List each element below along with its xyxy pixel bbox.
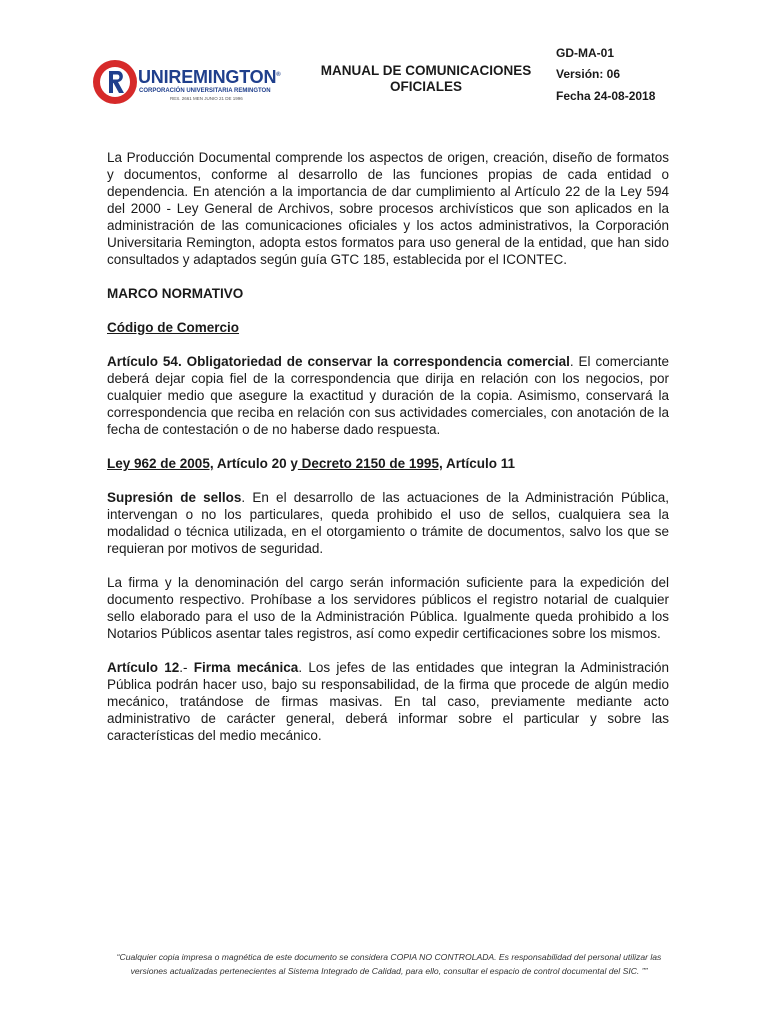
articulo-20-reference: Artículo 20 y: [213, 456, 298, 471]
logo-name: UNIREMINGTON®: [138, 67, 281, 87]
document-version: Versión: 06: [556, 67, 621, 81]
document-body: [107, 149, 669, 744]
articulo-12-title: Firma mecánica: [193, 660, 299, 675]
ley-962-reference: Ley 962 de 2005,: [107, 456, 214, 471]
firma-denominacion-paragraph: La firma y la denominación del cargo serán información suficiente para la expedición del documento respectivo. Prohíbase a los servidores públicos el registro notarial de cualquier sello elaborado para el uso de la Administración Pública. Igualmente queda prohibido a los Notarios Públicos asentar tales registros, así como expedir certificaciones sobre los mismos.: [107, 575, 669, 641]
articulo-54-paragraph: [107, 353, 669, 438]
ley-decreto-heading: [107, 455, 669, 472]
articulo-12-paragraph: [107, 659, 669, 744]
articulo-12-label: Artículo 12: [107, 660, 180, 675]
articulo-54-title: Artículo 54. Obligatoriedad de conservar la correspondencia comercial: [107, 354, 570, 369]
document-date: Fecha 24-08-2018: [556, 89, 656, 103]
uniremington-logo: [92, 57, 292, 107]
articulo-11-reference: Artículo 11: [442, 456, 515, 471]
supresion-sellos-title: Supresión de sellos: [107, 490, 242, 505]
marco-normativo-heading: MARCO NORMATIVO: [107, 286, 244, 301]
document-title: MANUAL DE COMUNICACIONES OFICIALES: [320, 63, 532, 94]
supresion-sellos-text: . En el desarrollo de las actuaciones de la Administración Pública, intervengan o no los particulares, queda prohibido el uso de sellos, cualquiera sea la modalidad o técnica utilizada, en el otorgamiento o trámite de documentos, salvo los que se requieran por motivos de seguridad.: [107, 490, 669, 556]
document-code: GD-MA-01: [556, 46, 615, 60]
supresion-sellos-paragraph: [107, 489, 669, 557]
decreto-2150-reference: Decreto 2150 de 1995,: [297, 456, 443, 471]
codigo-comercio-heading: Código de Comercio: [107, 320, 240, 335]
articulo-54-text: . El comerciante deberá dejar copia fiel de la correspondencia que dirija en relación con los negocios, por cualquier medio que asegure la exactitud y duración de la copia. Asimismo, conservará la correspondencia que reciba en relación con sus actividades comerciales, con anotación de la fecha de contestación o de no haberse dado respuesta.: [107, 354, 669, 437]
footer-disclaimer: “Cualquier copia impresa o magnética de este documento se considera COPIA NO CONTROLADA. Es responsabilidad del personal utilizar las versiones actualizadas pertenecientes al Sistema Integrado de Calidad, para ello, consultar el espacio de control documental del SIC. ””: [116, 952, 662, 976]
logo-resolution: RES. 2661 MEN JUNIO 21 DE 1996: [170, 96, 243, 101]
intro-paragraph: La Producción Documental comprende los aspectos de origen, creación, diseño de formatos y documentos, conforme al desarrollo de las funciones propias de cada entidad o dependencia. En atención a la importancia de dar cumplimiento al Artículo 22 de la Ley 594 del 2000 - Ley General de Archivos, sobre procesos archivísticos que son aplicados en la administración de las comunicaciones oficiales y los actos administrativos, la Corporación Universitaria Remington, adopta estos formatos para uso general de la entidad, que han sido consultados y adaptados según guía GTC 185, establecida por el ICONTEC.: [107, 150, 669, 267]
logo-subtitle: CORPORACIÓN UNIVERSITARIA REMINGTON: [139, 88, 271, 94]
articulo-12-text: . Los jefes de las entidades que integran la Administración Pública podrán hacer uso, bajo su responsabilidad, de la firma que procede de algún medio mecánico, tratándose de firmas masivas. En tal caso, previamente mediante acto administrativo de carácter general, deberá informar sobre el particular y sobre las características del medio mecánico.: [107, 660, 669, 743]
document-header: [0, 0, 770, 130]
articulo-12-separator: .-: [179, 660, 194, 675]
logo-r-icon: [92, 59, 138, 105]
